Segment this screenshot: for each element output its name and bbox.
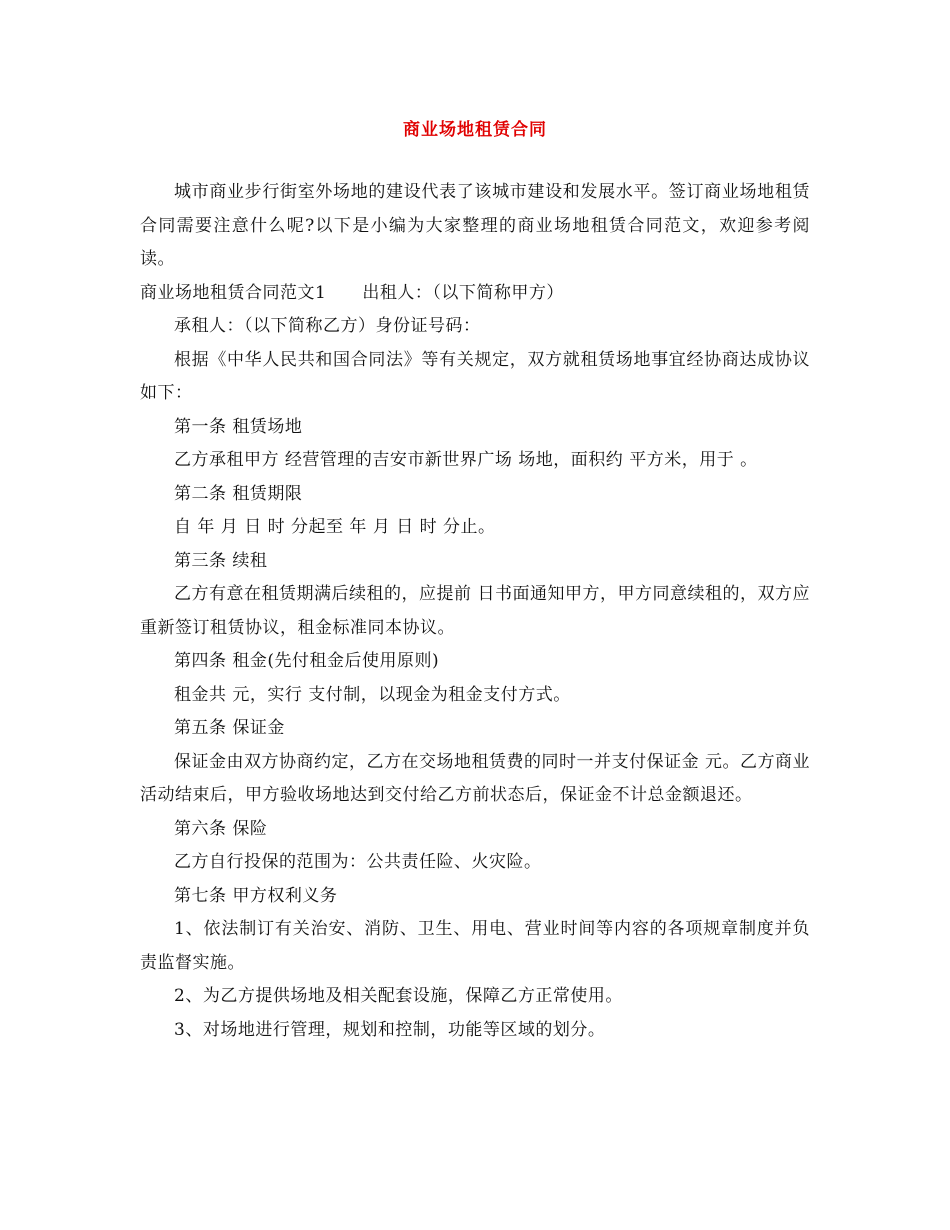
article7-item-1: 1、依法制订有关治安、消防、卫生、用电、营业时间等内容的各项规章制度并负责监督实施。 (140, 919, 810, 973)
article7-item-2: 2、为乙方提供场地及相关配套设施，保障乙方正常使用。 (174, 986, 623, 1006)
article4-title: 第四条 租金(先付租金后使用原则) (174, 651, 440, 671)
article2-text: 自 年 月 日 时 分起至 年 月 日 时 分止。 (174, 517, 496, 537)
article1-text: 乙方承租甲方 经营管理的吉安市新世界广场 场地，面积约 平方米，用于 。 (174, 450, 758, 470)
article3-title: 第三条 续租 (174, 550, 268, 571)
sample-label: 商业场地租赁合同范文1 (140, 282, 327, 303)
article7-title: 第七条 甲方权利义务 (174, 885, 338, 906)
article6-title: 第六条 保险 (174, 818, 268, 839)
article4-text: 租金共 元，实行 支付制，以现金为租金支付方式。 (174, 684, 571, 705)
article2-title: 第二条 租赁期限 (174, 483, 303, 504)
article3-text: 乙方有意在租赁期满后续租的，应提前 日书面通知甲方，甲方同意续租的，双方应重新签订租赁协议，租金标准同本协议。 (140, 584, 810, 638)
article5-text: 保证金由双方协商约定，乙方在交场地租赁费的同时一并支付保证金 元。乙方商业活动结束后，甲方验收场地达到交付给乙方前状态后，保证金不计总金额退还。 (140, 751, 810, 805)
intro-paragraph: 城市商业步行街室外场地的建设代表了该城市建设和发展水平。签订商业场地租赁合同需要注意什么呢?以下是小编为大家整理的商业场地租赁合同范文，欢迎参考阅读。 (140, 182, 810, 269)
article7-item-3: 3、对场地进行管理，规划和控制，功能等区域的划分。 (174, 1019, 606, 1040)
lessor-line: 出租人：（以下简称甲方） (362, 282, 564, 303)
sample-heading-line (140, 277, 810, 311)
article5-title: 第五条 保证金 (174, 718, 285, 738)
document-title: 商业场地租赁合同 (403, 120, 547, 140)
article1-title: 第一条 租赁场地 (174, 416, 303, 437)
basis-paragraph: 根据《中华人民共和国合同法》等有关规定，双方就租赁场地事宜经协商达成协议如下： (140, 349, 810, 403)
article6-text: 乙方自行投保的范围为：公共责任险、火灾险。 (174, 852, 542, 872)
lessee-line: 承租人：（以下简称乙方）身份证号码： (174, 316, 481, 336)
document-body (140, 176, 810, 1047)
